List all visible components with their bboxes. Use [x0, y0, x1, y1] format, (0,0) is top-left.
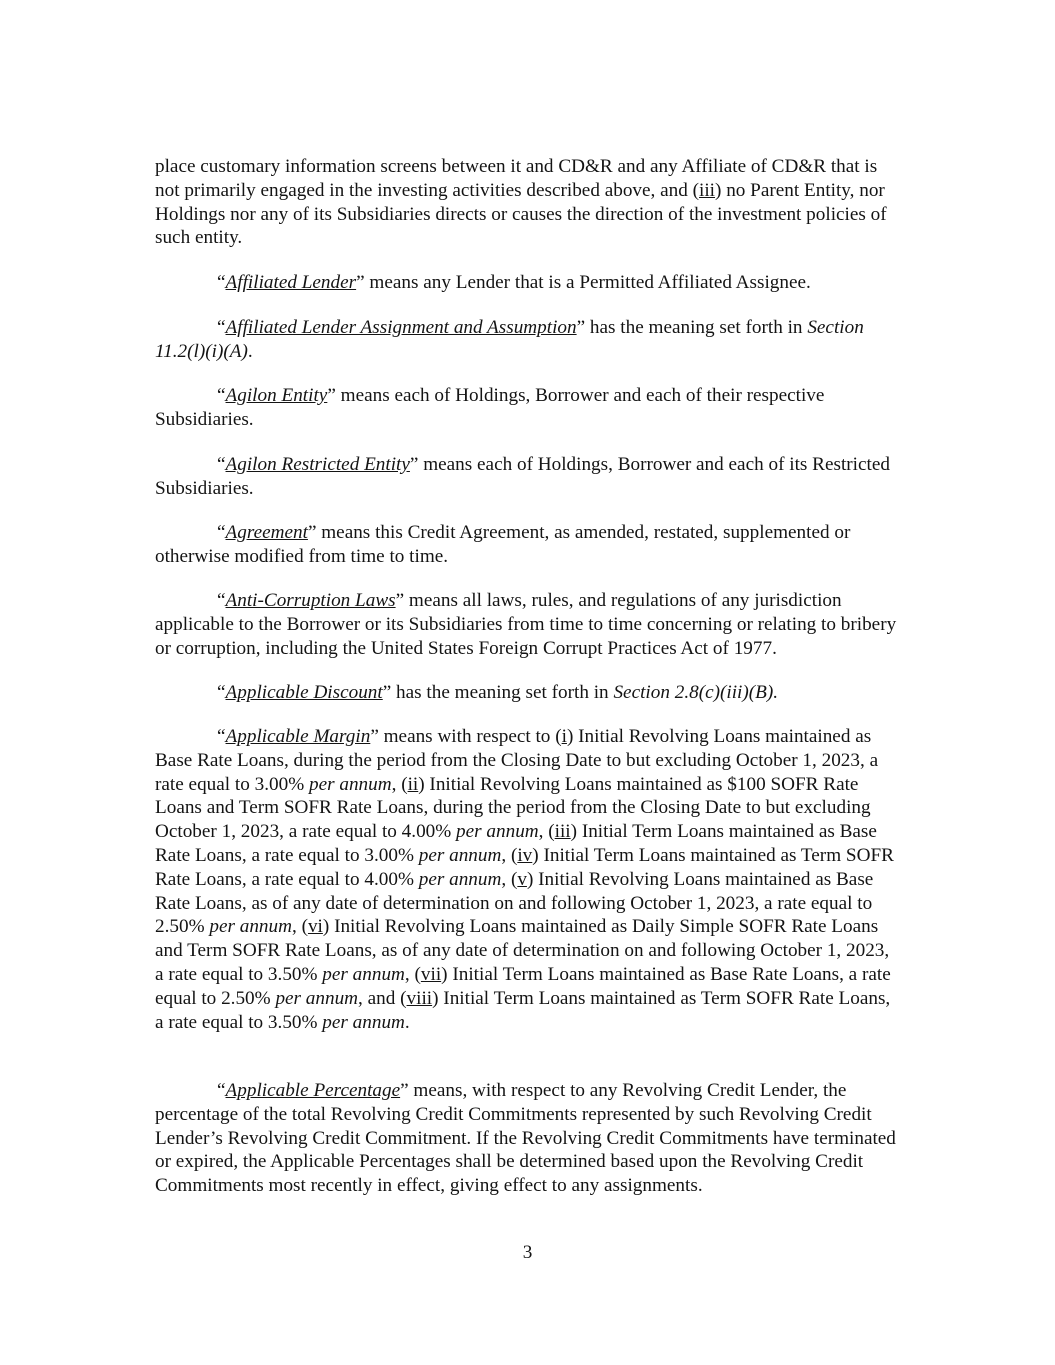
defined-term: Anti-Corruption Laws — [225, 590, 396, 611]
defined-term: Agilon Restricted Entity — [225, 454, 410, 475]
definition-agreement: “Agreement” means this Credit Agreement, as amended, restated, supplemented or otherwise modified from time to time. — [155, 522, 851, 567]
defined-term: Applicable Margin — [225, 726, 371, 747]
defined-term: Agilon Entity — [225, 385, 328, 406]
defined-term: Applicable Percentage — [225, 1080, 401, 1101]
definition-affiliated-lender: “Affiliated Lender” means any Lender that is a Permitted Affiliated Assignee. — [217, 272, 811, 293]
section-reference: Section 11.2(l)(i)(A) — [155, 317, 864, 362]
definition-affiliated-lender-assignment: “Affiliated Lender Assignment and Assumption” has the meaning set forth in Section 11.2(l)(i)(A). — [155, 317, 864, 362]
defined-term: Affiliated Lender — [225, 272, 357, 293]
definition-agilon-restricted-entity: “Agilon Restricted Entity” means each of Holdings, Borrower and each of its Restricted Subsidiaries. — [155, 454, 890, 499]
page-number: 3 — [522, 1242, 533, 1263]
definition-applicable-percentage: “Applicable Percentage” means, with respect to any Revolving Credit Lender, the percentage of the total Revolving Credit Commitments represented by such Revolving Credit Lender’s Revolving Credit Commitment. If the Revolving Credit Commitments have terminated or expired, the Applicable Percentages shall be determined based upon the Revolving Credit Commitments most recently in effect, giving effect to any assignments. — [155, 1080, 896, 1197]
definition-applicable-discount: “Applicable Discount” has the meaning set forth in Section 2.8(c)(iii)(B). — [217, 682, 779, 703]
section-reference: Section 2.8(c)(iii)(B). — [613, 682, 779, 703]
paragraph-continuation: place customary information screens between it and CD&R and any Affiliate of CD&R that is not primarily engaged in the investing activities described above, and (iii) no Parent Entity, nor Holdings nor any of its Subsidiaries directs or causes the direction of the investment policies of such entity. — [155, 156, 887, 249]
defined-term: Agreement — [225, 522, 308, 543]
definition-anti-corruption-laws: “Anti-Corruption Laws” means all laws, rules, and regulations of any jurisdiction applicable to the Borrower or its Subsidiaries from time to time concerning or relating to bribery or corruption, including the United States Foreign Corrupt Practices Act of 1977. — [155, 590, 897, 659]
definition-agilon-entity: “Agilon Entity” means each of Holdings, Borrower and each of their respective Subsidiaries. — [155, 385, 825, 430]
defined-term: Affiliated Lender Assignment and Assumption — [225, 317, 577, 338]
definition-applicable-margin: “Applicable Margin” means with respect to (i) Initial Revolving Loans maintained as Base Rate Loans, during the period from the Closing Date to but excluding October 1, 2023, a rate equal to 3.00% per annum, (ii) Initial Revolving Loans maintained as $100 SOFR Rate Loans and Term SOFR Rate Loans, during the period from the Closing Date to but excluding October 1, 2023, a rate equal to 4.00% per annum, (iii) Initial Term Loans maintained as Base Rate Loans, a rate equal to 3.00% per annum, (iv) Initial Term Loans maintained as Term SOFR Rate Loans, a rate equal to 4.00% per annum, (v) Initial Revolving Loans maintained as Base Rate Loans, as of any date of determination on and following October 1, 2023, a rate equal to 2.50% per annum, (vi) Initial Revolving Loans maintained as Daily Simple SOFR Rate Loans and Term SOFR Rate Loans, as of any date of determination on and following October 1, 2023, a rate equal to 3.50% per annum, (vii) Initial Term Loans maintained as Base Rate Loans, a rate equal to 2.50% per annum, and (viii) Initial Term Loans maintained as Term SOFR Rate Loans, a rate equal to 3.50% per annum. — [155, 726, 894, 1033]
defined-term: Applicable Discount — [225, 682, 383, 703]
